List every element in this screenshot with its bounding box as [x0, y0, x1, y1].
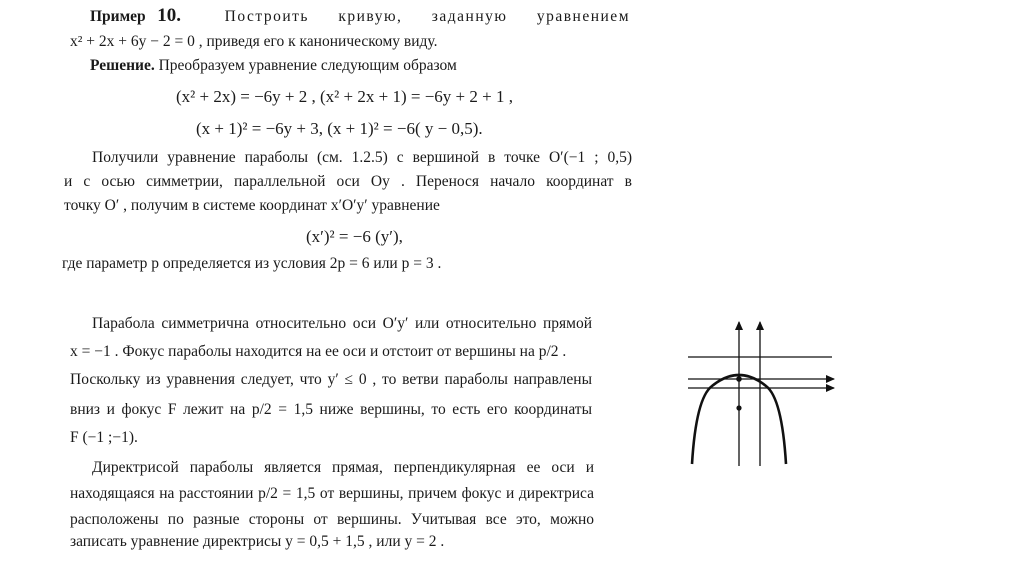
example-number: 10.: [157, 5, 182, 26]
solution-intro-line: [90, 56, 457, 76]
paragraph3-line-2: находящаяся на расстоянии p/2 = 1,5 от вершины, причем фокус и директриса: [70, 485, 594, 502]
vertex-point: [736, 376, 742, 382]
paragraph2-line-4: вниз и фокус F лежит на p/2 = 1,5 ниже вершины, то есть его координаты: [70, 401, 592, 418]
example-task-text: Построить кривую, заданную уравнением: [224, 8, 630, 25]
paragraph2-line-3: Поскольку из уравнения следует, что y′ ≤ 0 , то ветви параболы направлены: [70, 371, 592, 388]
solution-label: Решение.: [90, 57, 155, 74]
parabola-graph: [684, 316, 844, 468]
paragraph3-line-3: расположены по разные стороны от вершины. Учитывая все это, можно: [70, 511, 594, 528]
formula-3: (x′)² = −6 (y′),: [306, 227, 403, 246]
paragraph2-line-1: Парабола симметрична относительно оси O′y′ или относительно прямой: [92, 315, 592, 332]
solution-text-line-1: Получили уравнение параболы (см. 1.2.5) с вершиной в точке O′(−1 ; 0,5): [92, 149, 632, 166]
focus-point: [736, 405, 741, 410]
example-equation-line: x² + 2x + 6y − 2 = 0 , приведя его к каноническому виду.: [70, 33, 438, 50]
solution-text-line-3: точку O′ , получим в системе координат x′O′y′ уравнение: [64, 197, 440, 214]
paragraph3-line-4: записать уравнение директрисы y = 0,5 + 1,5 , или y = 2 .: [70, 533, 445, 550]
example-label: Пример: [90, 8, 146, 25]
solution-intro: Преобразуем уравнение следующим образом: [158, 57, 457, 74]
paragraph3-line-1: Директрисой параболы является прямая, перпендикулярная ее оси и: [92, 459, 594, 476]
formula-1: (x² + 2x) = −6y + 2 , (x² + 2x + 1) = −6y + 2 + 1 ,: [176, 87, 513, 106]
formula-2: (x + 1)² = −6y + 3, (x + 1)² = −6( y − 0,5).: [196, 119, 483, 138]
solution-text-line-2: и с осью симметрии, параллельной оси Oy . Перенося начало координат в: [64, 173, 632, 190]
parameter-line: где параметр p определяется из условия 2p = 6 или p = 3 .: [62, 255, 442, 272]
paragraph2-line-2: x = −1 . Фокус параболы находится на ее оси и отстоит от вершины на p/2 .: [70, 343, 567, 360]
paragraph2-line-5: F (−1 ;−1).: [70, 429, 138, 446]
example-title-line: [90, 6, 630, 27]
